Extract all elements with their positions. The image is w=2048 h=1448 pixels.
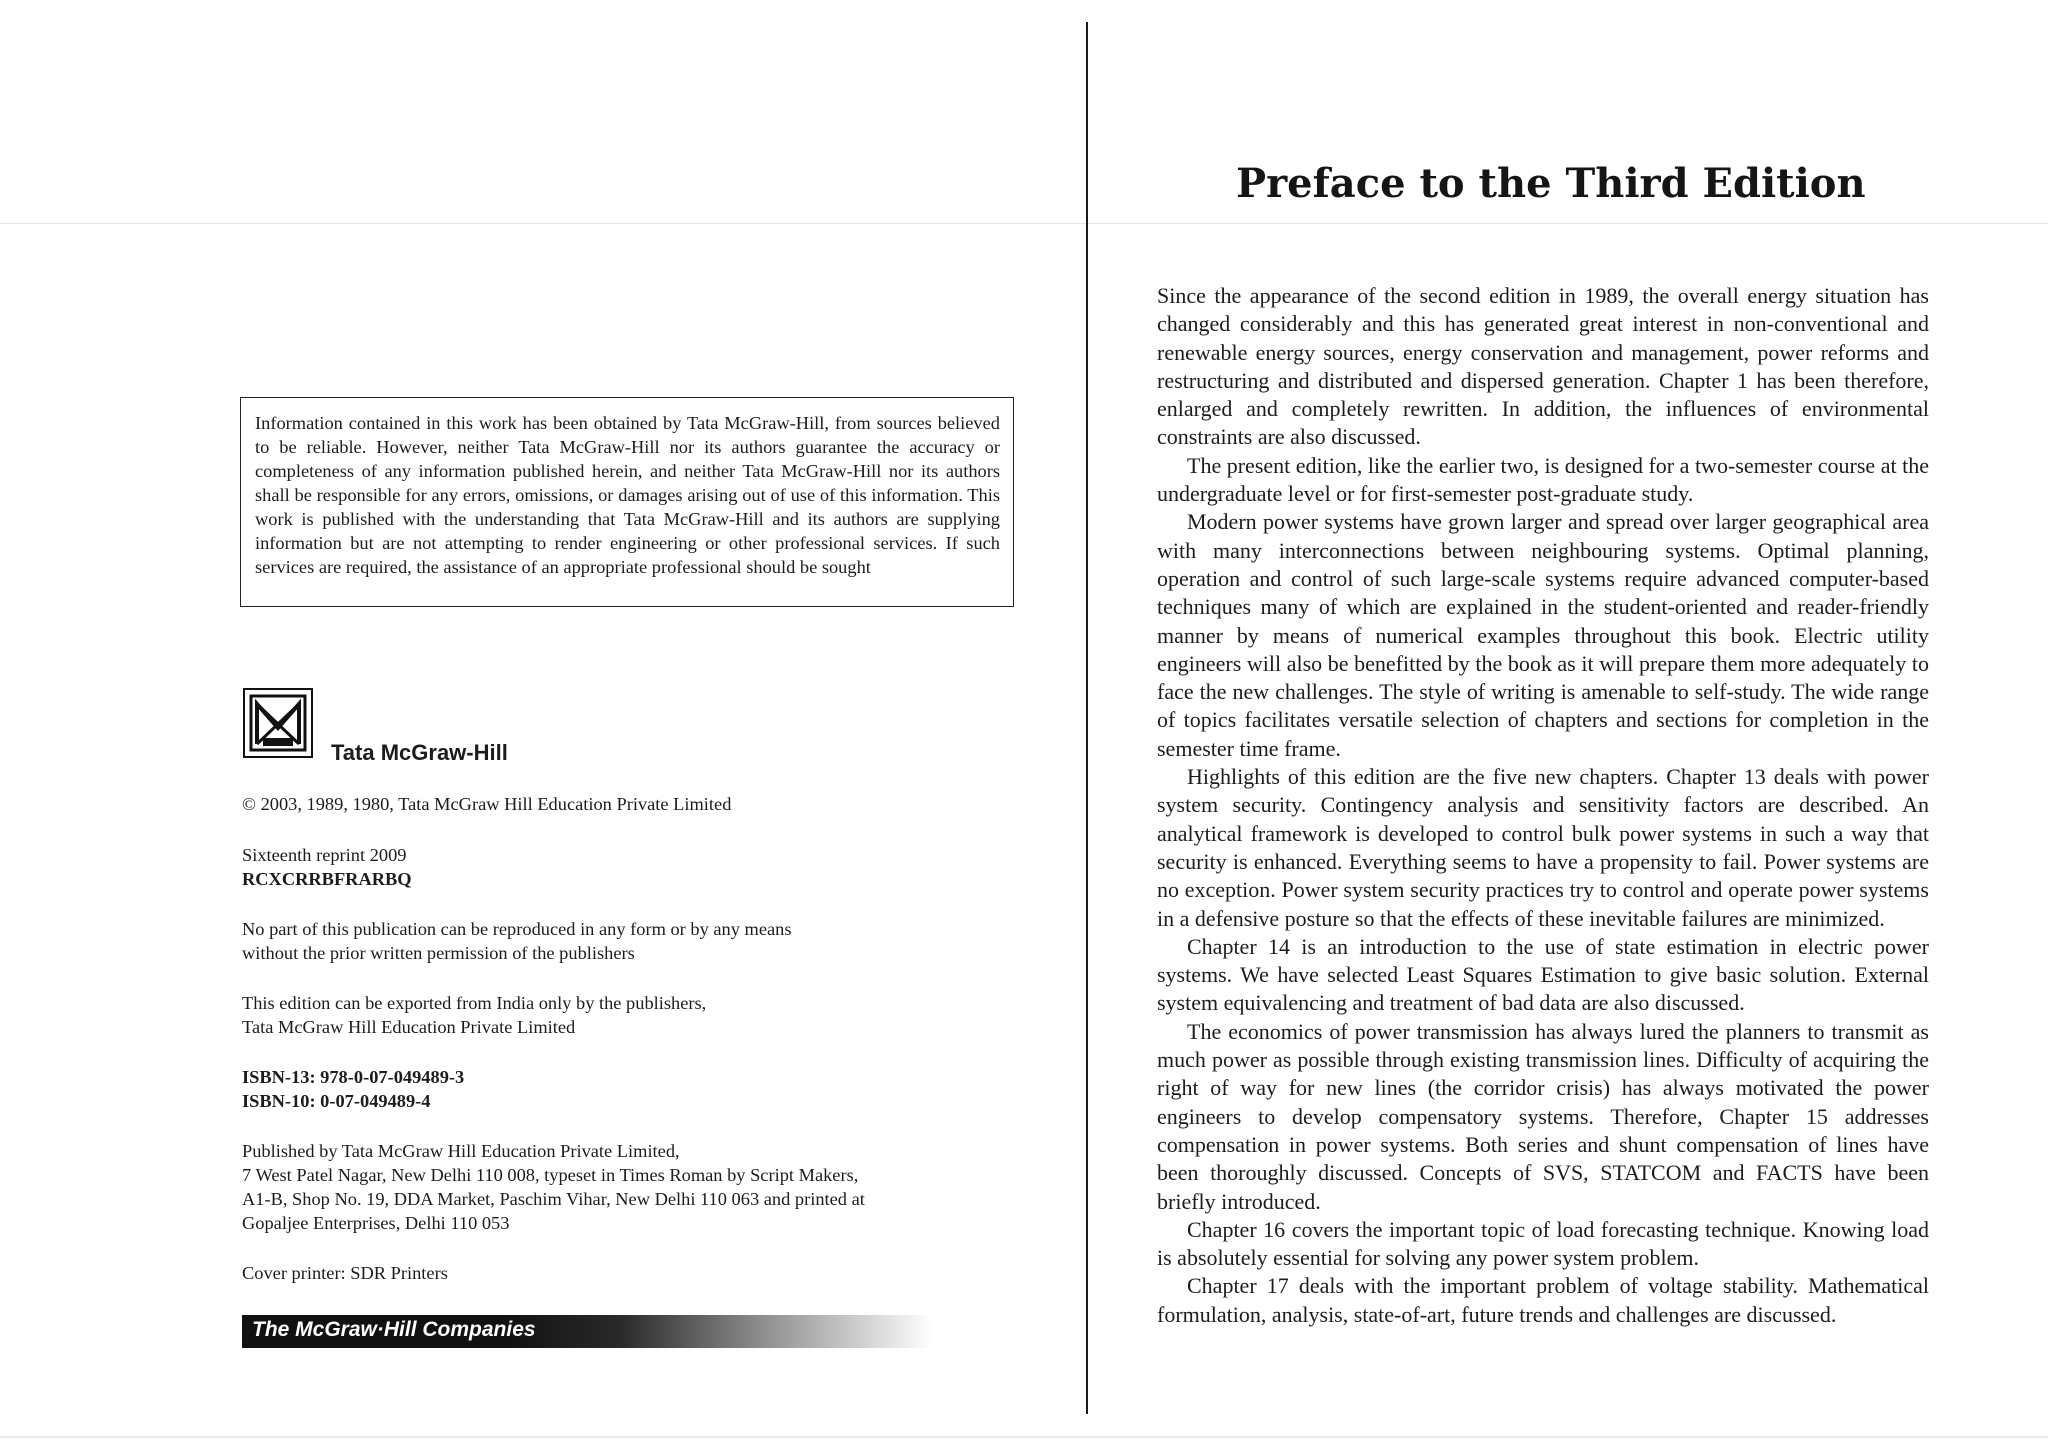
reprint-line: Sixteenth reprint 2009 <box>242 845 407 865</box>
preface-paragraph: Chapter 16 covers the important topic of load forecasting technique. Knowing load is absolutely essential for solving any power system problem. <box>1157 1216 1929 1271</box>
rights-line-1: No part of this publication can be reproduced in any form or by any means <box>242 919 792 939</box>
page-title: Preface to the Third Edition <box>1236 160 1866 207</box>
rights-line-2: without the prior written permission of the publishers <box>242 943 635 963</box>
export-line-2: Tata McGraw Hill Education Private Limited <box>242 1017 576 1037</box>
mcgraw-hill-companies-banner <box>242 1315 932 1348</box>
banner-text: The McGraw·Hill Companies <box>252 1318 536 1341</box>
publisher-name: Tata McGraw-Hill <box>331 740 508 765</box>
isbn-13: ISBN-13: 978-0-07-049489-3 <box>242 1067 465 1087</box>
scan-edge-line-top <box>0 223 2048 224</box>
scan-edge-line-bottom <box>0 1436 2048 1438</box>
reprint-code: RCXCRRBFRARBQ <box>242 869 412 889</box>
disclaimer-box: Information contained in this work has been obtained by Tata McGraw-Hill, from sources believed to be reliable. However, neither Tata McGraw-Hill nor its authors guarantee the accuracy or completeness of any information published herein, and neither Tata McGraw-Hill nor its authors shall be responsible for any errors, omissions, or damages arising out of use of this information. This work is published with the understanding that Tata McGraw-Hill and its authors are supplying information but are not attempting to render engineering or other professional services. If such services are required, the assistance of an appropriate professional should be sought <box>240 397 1014 607</box>
preface-paragraph: The economics of power transmission has always lured the planners to transmit as much power as possible through existing transmission lines. Difficulty of acquiring the right of way for new lines (the corridor crisis) has always motivated the power engineers to develop compensatory systems. Therefore, Chapter 15 addresses compensation in power systems. Both series and shunt compensation of lines have been thoroughly discussed. Concepts of SVS, STATCOM and FACTS have been briefly introduced. <box>1157 1018 1929 1214</box>
preface-paragraph: Chapter 14 is an introduction to the use of state estimation in electric power systems. We have selected Least Squares Estimation to give basic solution. External system equivalencing and treatment of bad data are also discussed. <box>1157 933 1929 1016</box>
published-line-1: Published by Tata McGraw Hill Education Private Limited, <box>242 1141 680 1161</box>
published-line-4: Gopaljee Enterprises, Delhi 110 053 <box>242 1213 510 1233</box>
preface-body <box>1157 282 1929 1329</box>
page-spine <box>1086 22 1088 1414</box>
copyright-line: © 2003, 1989, 1980, Tata McGraw Hill Education Private Limited <box>242 794 732 814</box>
publisher-logo-row <box>243 688 843 764</box>
preface-paragraph: Since the appearance of the second edition in 1989, the overall energy situation has changed considerably and this has generated great interest in non-conventional and renewable energy sources, energy conservation and management, power reforms and restructuring and distributed and dispersed generation. Chapter 1 has been therefore, enlarged and completely rewritten. In addition, the influences of environmental constraints are also discussed. <box>1157 283 1929 450</box>
mcgraw-hill-logo-icon <box>243 688 313 758</box>
preface-paragraph: Modern power systems have grown larger and spread over larger geographical area with many interconnections between neighbouring systems. Optimal planning, operation and control of such large-scale systems require advanced computer-based techniques many of which are explained in the student-oriented and reader-friendly manner by means of numerical examples throughout this book. Electric utility engineers will also be benefitted by the book as it will prepare them more adequately to face the new challenges. The style of writing is amenable to self-study. The wide range of topics facilitates versatile selection of chapters and sections for completion in the semester time frame. <box>1157 509 1929 761</box>
export-line-1: This edition can be exported from India only by the publishers, <box>242 993 707 1013</box>
cover-printer: Cover printer: SDR Printers <box>242 1263 448 1283</box>
preface-paragraph: Highlights of this edition are the five new chapters. Chapter 13 deals with power system security. Contingency analysis and sensitivity factors are described. An analytical framework is developed to control bulk power systems in such a way that security is enhanced. Everything seems to have a propensity to fail. Power systems are no exception. Power system security practices try to control and operate power systems in a defensive posture so that the effects of these inevitable failures are minimized. <box>1157 764 1929 931</box>
published-line-3: A1-B, Shop No. 19, DDA Market, Paschim Vihar, New Delhi 110 063 and printed at <box>242 1189 865 1209</box>
preface-paragraph: The present edition, like the earlier two, is designed for a two-semester course at the undergraduate level or for first-semester post-graduate study. <box>1157 452 1929 507</box>
isbn-10: ISBN-10: 0-07-049489-4 <box>242 1091 431 1111</box>
preface-paragraph: Chapter 17 deals with the important problem of voltage stability. Mathematical formulation, analysis, state-of-art, future trends and challenges are discussed. <box>1157 1273 1929 1327</box>
published-line-2: 7 West Patel Nagar, New Delhi 110 008, typeset in Times Roman by Script Makers, <box>242 1165 859 1185</box>
